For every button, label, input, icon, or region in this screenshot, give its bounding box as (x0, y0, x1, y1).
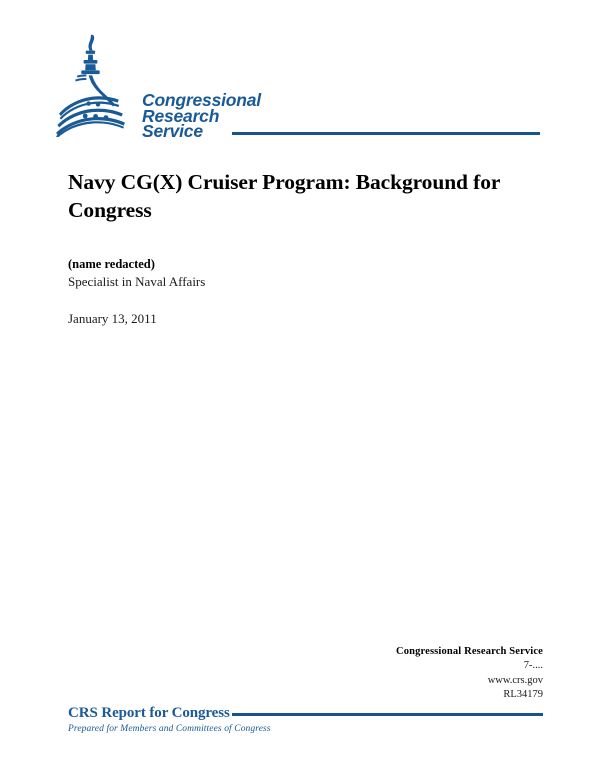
document-date: January 13, 2011 (68, 311, 157, 326)
imprint-block (243, 644, 543, 703)
banner-subtitle: Prepared for Members and Committees of Congress (68, 724, 271, 734)
imprint-website: www.crs.gov (487, 674, 543, 686)
author-role: Specialist in Naval Affairs (68, 274, 206, 289)
author-name: (name redacted) (68, 257, 155, 271)
banner-title: CRS Report for Congress (68, 704, 230, 721)
wordmark-line-research: Research (142, 105, 220, 126)
banner-rule (232, 713, 543, 716)
author-block (68, 256, 468, 290)
footer-banner (68, 704, 543, 736)
imprint-organization: Congressional Research Service (395, 646, 543, 657)
capitol-dome-icon (55, 33, 151, 137)
masthead (0, 0, 600, 150)
wordmark-line-service: Service (142, 121, 203, 141)
banner-row (68, 704, 543, 721)
page-title: Navy CG(X) Cruiser Program: Background for Congress (68, 170, 500, 222)
wordmark-line-congressional: Congressional (142, 90, 261, 110)
imprint-report-number: RL34179 (503, 689, 543, 700)
masthead-rule (232, 132, 540, 135)
title-block (68, 168, 538, 224)
imprint-phone: 7-.... (523, 660, 543, 671)
